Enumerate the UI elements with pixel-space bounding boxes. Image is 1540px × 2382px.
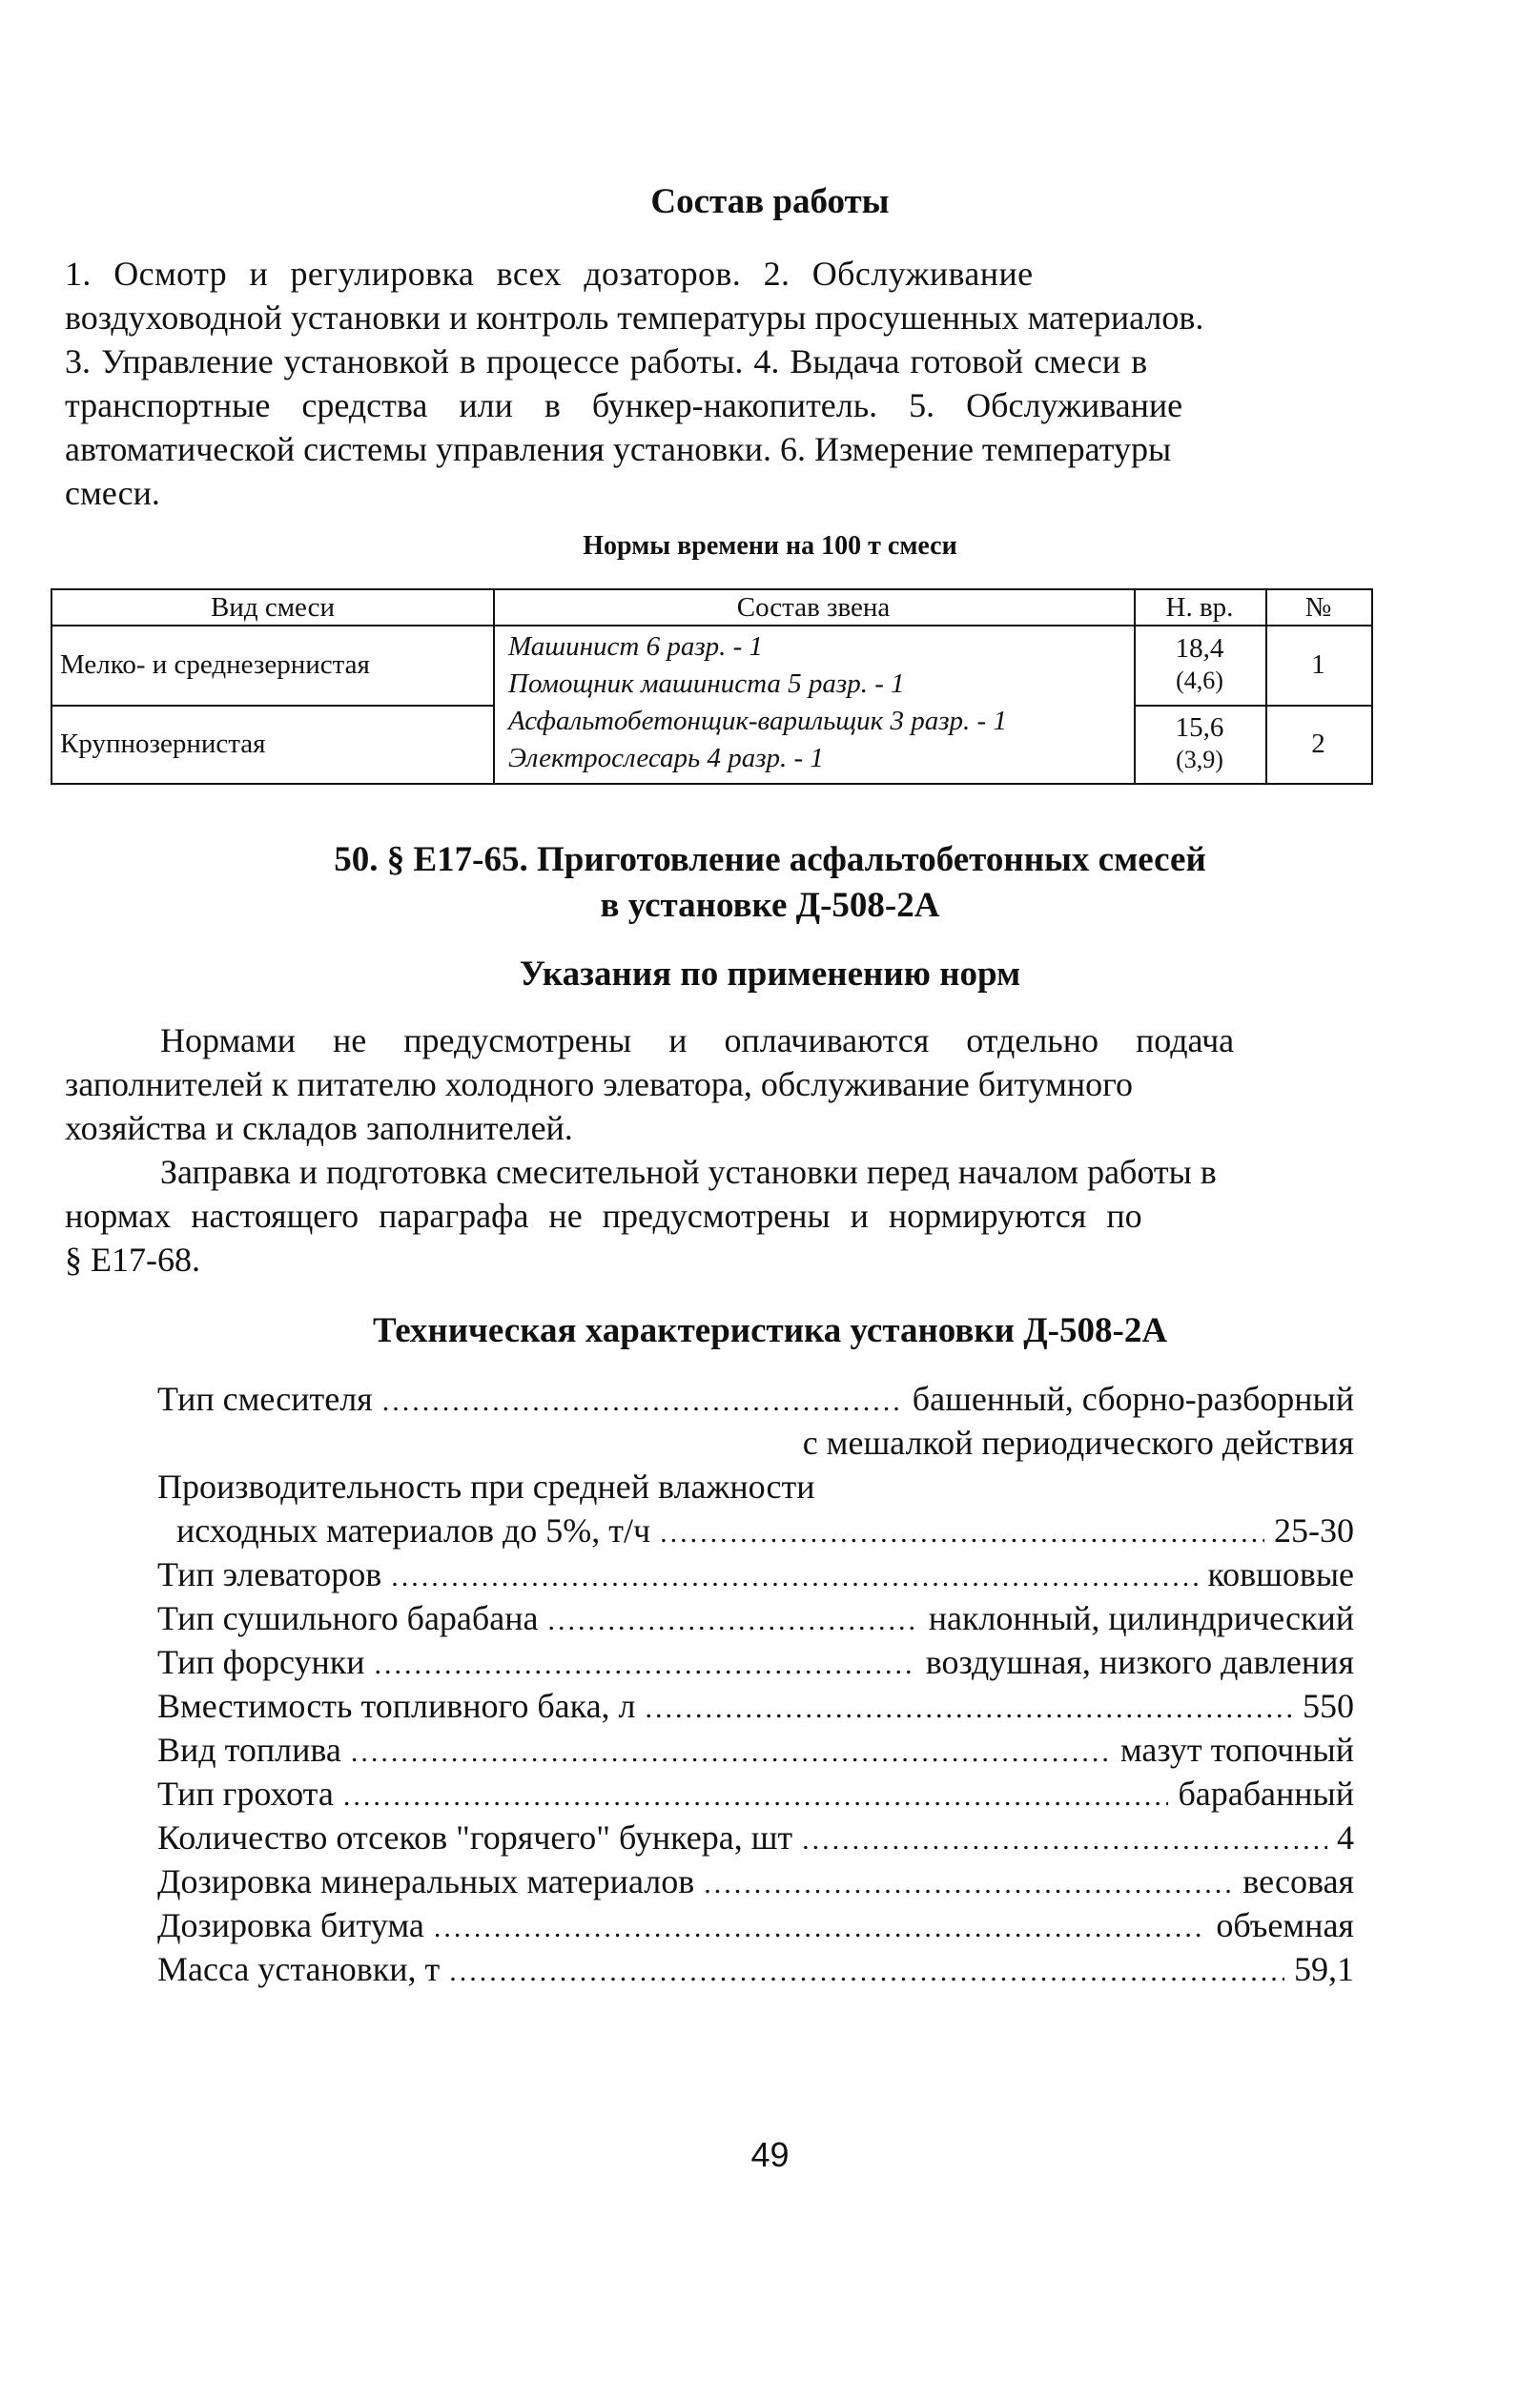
crew-member: Электрослесарь 4 разр. - 1 — [508, 743, 824, 773]
spec-leader — [434, 1906, 1207, 1950]
spec-label: Тип форсунки — [157, 1643, 365, 1681]
spec-row — [157, 1640, 1354, 1684]
spec-leader — [547, 1599, 918, 1643]
para2-line-1: Заправка и подготовка смесительной установки перед началом работы в — [160, 1153, 1217, 1191]
spec-value: весовая — [1242, 1862, 1354, 1900]
spec-value: 550 — [1303, 1687, 1354, 1725]
row-2-norm-sub: (3,9) — [1176, 746, 1223, 773]
spec-label: Дозировка минеральных материалов — [157, 1862, 695, 1900]
work-line-2: воздуховодной установки и контроль температуры просушенных материалов. — [65, 298, 1204, 337]
row-1-number: 1 — [1311, 648, 1325, 680]
spec-label: Производительность при средней влажности — [157, 1468, 815, 1506]
spec-row — [157, 1816, 1354, 1859]
norms-table — [51, 588, 1373, 785]
spec-row — [157, 1859, 1354, 1903]
spec-leader — [343, 1775, 1169, 1818]
section-title-line-2: в установке Д-508-2А — [600, 886, 940, 925]
work-line-6: смеси. — [65, 474, 160, 512]
header-crew: Состав звена — [736, 591, 891, 623]
para2-line-2: нормах настоящего параграфа не предусмотрены и нормируются по — [65, 1197, 1142, 1235]
spec-value: башенный, сборно-разборный — [912, 1380, 1354, 1418]
spec-leader — [704, 1862, 1233, 1906]
work-line-3: 3. Управление установкой в процессе работы. 4. Выдача готовой смеси в — [65, 342, 1148, 380]
spec-label: Тип элеваторов — [157, 1555, 382, 1593]
para1-line-2: заполнителей к питателю холодного элеватора, обслуживание битумного — [65, 1065, 1134, 1103]
spec-value: наклонный, цилиндрический — [928, 1599, 1354, 1637]
header-norm: Н. вр. — [1165, 591, 1234, 623]
row-2-number: 2 — [1311, 728, 1325, 759]
crew-member: Машинист 6 разр. - 1 — [508, 631, 764, 662]
specs-title: Техническая характеристика установки Д-508-2А — [372, 1311, 1168, 1350]
spec-row — [157, 1465, 1354, 1509]
work-composition-title: Состав работы — [650, 182, 890, 221]
spec-label: Тип грохота — [157, 1775, 334, 1813]
para2-line-3: § Е17-68. — [65, 1241, 200, 1279]
spec-row — [157, 1903, 1354, 1947]
spec-leader — [646, 1687, 1293, 1731]
spec-row — [157, 1377, 1354, 1421]
row-2-norm — [1134, 705, 1265, 783]
spec-value: барабанный — [1178, 1775, 1354, 1813]
spec-leader — [660, 1511, 1264, 1555]
work-line-4: транспортные средства или в бункер-накопитель. 5. Обслуживание — [65, 386, 1183, 424]
spec-label: исходных материалов до 5%, т/ч — [176, 1511, 651, 1550]
para1-line-1: Нормами не предусмотрены и оплачиваются отдельно подача — [160, 1021, 1235, 1059]
spec-value: 4 — [1337, 1818, 1354, 1857]
spec-value-continuation: с мешалкой периодического действия — [802, 1424, 1354, 1462]
spec-leader — [374, 1643, 915, 1687]
page-number: 49 — [750, 2135, 790, 2174]
spec-label: Тип сушильного барабана — [157, 1599, 539, 1637]
spec-row — [176, 1509, 1354, 1552]
spec-row — [157, 1596, 1354, 1640]
spec-value: 25-30 — [1274, 1511, 1354, 1550]
spec-leader — [382, 1380, 903, 1424]
row-1-norm-value: 18,4 — [1175, 633, 1224, 664]
spec-value: воздушная, низкого давления — [925, 1643, 1354, 1681]
spec-leader — [391, 1555, 1198, 1599]
spec-label: Вместимость топливного бака, л — [157, 1687, 636, 1725]
spec-label: Масса установки, т — [157, 1950, 441, 1988]
spec-row — [157, 1552, 1354, 1596]
spec-value: мазут топочный — [1119, 1731, 1354, 1769]
section-title-line-1: 50. § Е17-65. Приготовление асфальтобетонных смесей — [334, 840, 1206, 879]
spec-row — [157, 1728, 1354, 1772]
row-1-norm — [1134, 625, 1265, 705]
spec-leader — [449, 1950, 1284, 1994]
spec-row — [157, 1947, 1354, 1991]
header-number: № — [1304, 591, 1332, 623]
spec-row — [157, 1772, 1354, 1816]
row-1-norm-sub: (4,6) — [1176, 667, 1223, 694]
crew-member: Помощник машиниста 5 разр. - 1 — [508, 668, 905, 699]
spec-leader — [351, 1731, 1111, 1775]
spec-label: Дозировка битума — [157, 1906, 424, 1944]
spec-value: 59,1 — [1294, 1950, 1354, 1988]
spec-value: ковшовые — [1207, 1555, 1354, 1593]
para1-line-3: хозяйства и складов заполнителей. — [65, 1109, 573, 1147]
table-caption: Нормы времени на 100 т смеси — [583, 531, 957, 561]
spec-label: Количество отсеков "горячего" бункера, шт — [157, 1818, 793, 1857]
header-mix-type: Вид смеси — [210, 591, 336, 623]
row-2-mix-type: Крупнозернистая — [60, 728, 266, 759]
spec-label: Вид топлива — [157, 1731, 341, 1769]
spec-label: Тип смесителя — [157, 1380, 373, 1418]
work-line-5: автоматической системы управления установки. 6. Измерение температуры — [65, 430, 1172, 468]
crew-list — [508, 628, 1128, 781]
crew-member: Асфальтобетонщик-варильщик 3 разр. - 1 — [508, 706, 1007, 736]
work-line-1: 1. Осмотр и регулировка всех дозаторов. 2. Обслуживание — [65, 255, 1034, 293]
spec-leader — [802, 1818, 1327, 1862]
spec-value: объемная — [1216, 1906, 1354, 1944]
spec-row — [157, 1684, 1354, 1728]
row-2-norm-value: 15,6 — [1175, 712, 1224, 743]
section-subtitle: Указания по применению норм — [519, 955, 1021, 994]
row-1-mix-type: Мелко- и среднезернистая — [60, 648, 370, 680]
